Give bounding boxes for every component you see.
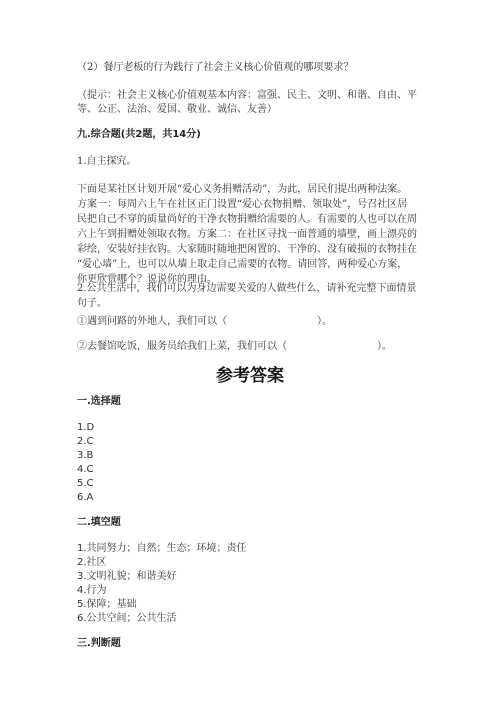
question-2-item-1 — [77, 315, 332, 328]
answer-item: 3.文明礼貌；和谐美好 — [77, 571, 177, 582]
item-1-text: ①遇到问路的外地人，我们可以（ — [77, 316, 227, 327]
question-1-line: 民把自己不穿的质量尚好的干净衣物捐赠给需要的人。有需要的人也可以在周 — [77, 214, 417, 225]
item-1-end: ）。 — [317, 316, 332, 327]
section-9-heading: 九.综合题(共2题，共14分) — [77, 129, 201, 140]
question-1-title: 1.自主探究。 — [77, 156, 137, 167]
answer-item: 1.D — [77, 422, 95, 433]
answer-item: 1.共同努力；自然；生态；环境；责任 — [77, 543, 247, 554]
section-3-heading: 三.判断题 — [77, 638, 121, 649]
answer-item: 6.A — [77, 492, 94, 503]
answer-item: 3.B — [77, 450, 94, 461]
answers-title: 参考答案 — [216, 366, 284, 386]
answer-item: 6.公共空间；公共生活 — [77, 613, 177, 624]
answer-item: 4.行为 — [77, 585, 107, 596]
hint-line-1: （提示：社会主义核心价值观基本内容：富强、民主、文明、和谐、自由、平 — [77, 90, 417, 101]
question-1-line: 方案一：每周六上午在社区正门设置“爱心衣物捐赠、领取处”，号召社区居 — [77, 199, 408, 210]
question-1-line: 六上午到捐赠处领取衣物。方案二：在社区寻找一面普通的墙壁，画上漂亮的 — [77, 229, 417, 240]
question-1-line: 你更欣赏哪个？说说你的理由。 — [77, 274, 217, 285]
question-2-text: （2）餐厅老板的行为践行了社会主义核心价值观的哪项要求？ — [77, 62, 354, 73]
item-2-text: ②去餐馆吃饭，服务员给我们上菜，我们可以（ — [77, 341, 287, 352]
question-2-item-2 — [77, 340, 392, 353]
answer-item: 4.C — [77, 464, 94, 475]
section-2-heading: 二.填空题 — [77, 517, 121, 528]
answer-item: 2.社区 — [77, 557, 107, 568]
question-1-line: 彩绘，安装好挂衣钩。大家随时随地把闲置的、干净的、没有破损的衣物挂在 — [77, 244, 417, 255]
answer-item: 2.C — [77, 436, 94, 447]
question-2-prompt-line: 2.公共生活中，我们可以为身边需要关爱的人做些什么，请补充完整下面情景 — [77, 283, 417, 294]
question-1-line: 下面是某社区计划开展“爱心义务捐赠活动”，为此，居民们提出两种法案。 — [77, 184, 408, 195]
answer-item: 5.C — [77, 478, 94, 489]
answer-item: 5.保障；基础 — [77, 599, 137, 610]
question-1-line: “爱心墙”上，也可以从墙上取走自己需要的衣物。请回答，两种爱心方案， — [77, 259, 408, 270]
section-1-heading: 一.选择题 — [77, 396, 121, 407]
item-2-end: ）。 — [377, 341, 392, 352]
question-2-prompt-line: 句子。 — [77, 298, 107, 309]
hint-line-2: 等、公正、法治、爱国、敬业、诚信、友善） — [77, 104, 277, 115]
